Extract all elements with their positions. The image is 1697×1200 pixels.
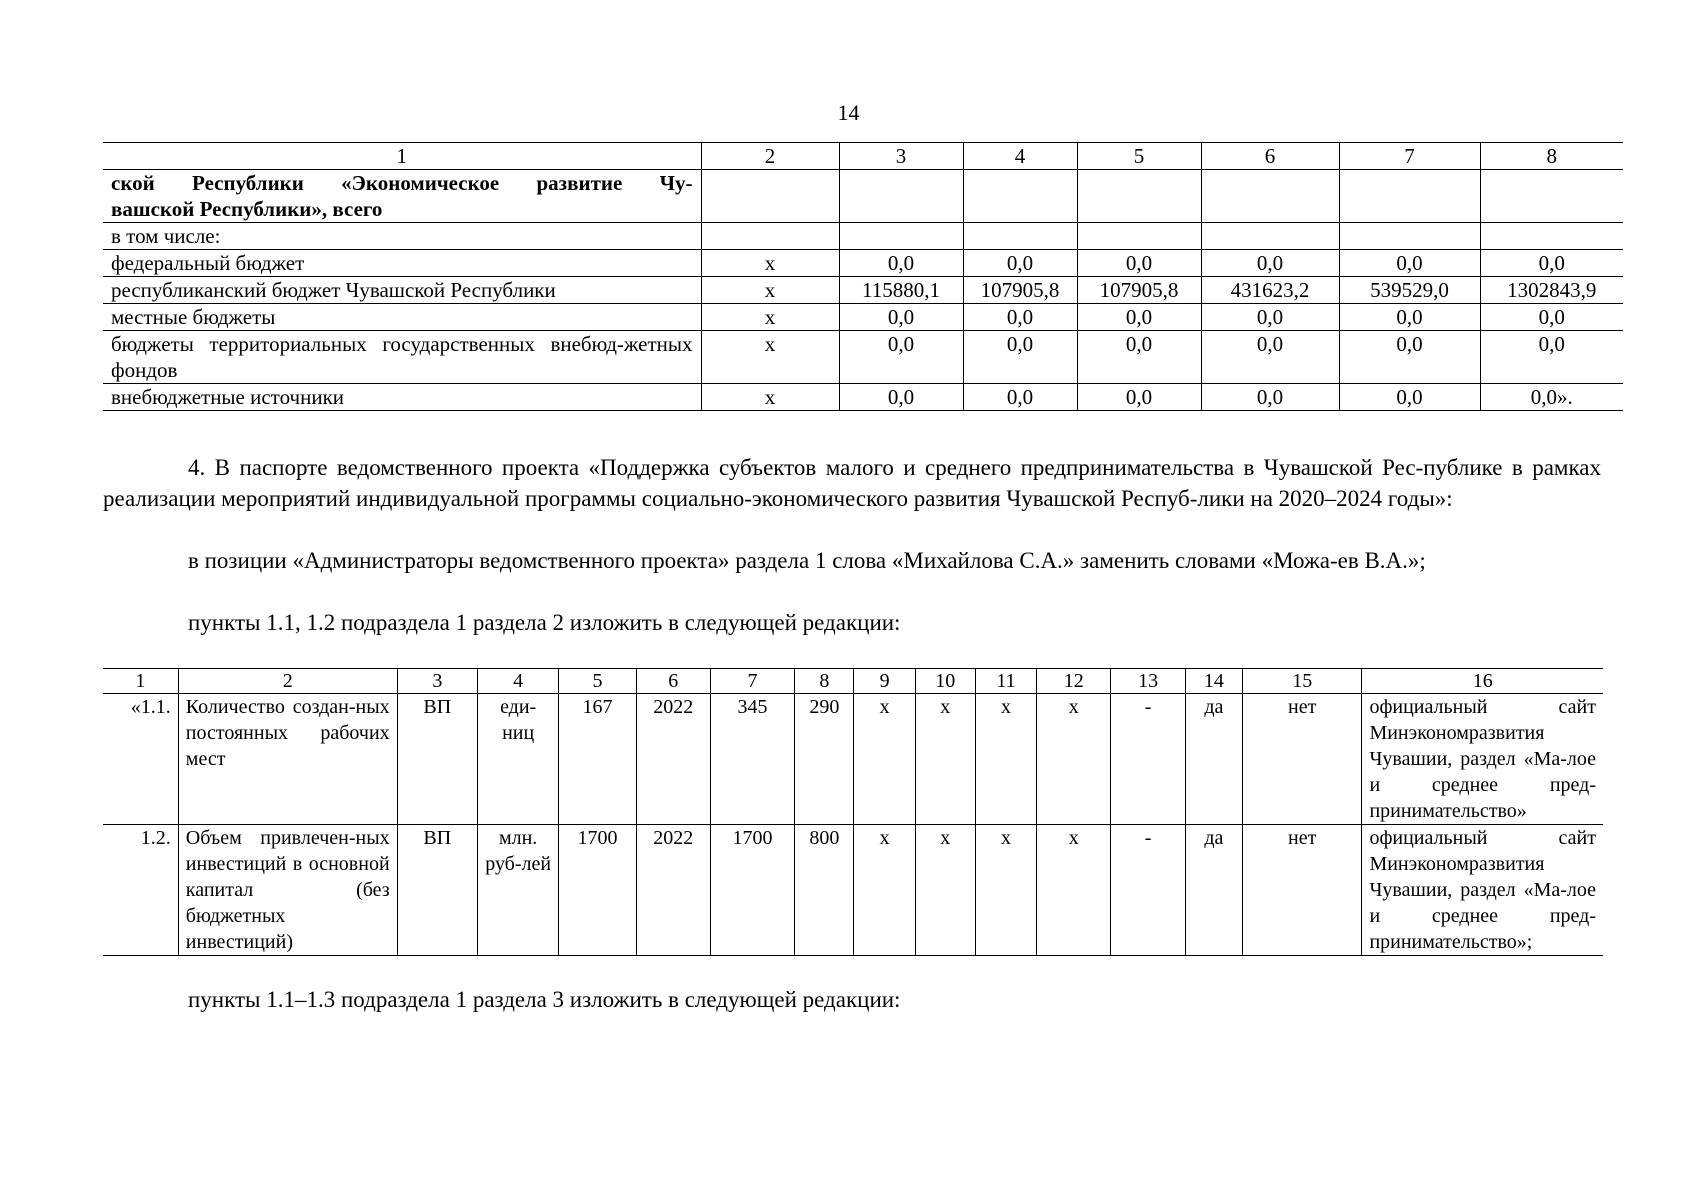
header-cell: 9 bbox=[854, 669, 915, 694]
cell: еди-ниц bbox=[477, 694, 558, 825]
table-row bbox=[103, 331, 1623, 384]
cell: 107905,8 bbox=[1077, 277, 1201, 304]
cell: x bbox=[854, 825, 915, 956]
header-cell: 2 bbox=[178, 669, 397, 694]
header-cell: 12 bbox=[1037, 669, 1111, 694]
cell: 0,0 bbox=[839, 304, 963, 331]
cell: нет bbox=[1242, 825, 1361, 956]
header-cell: 3 bbox=[397, 669, 477, 694]
cell: 0,0 bbox=[1201, 384, 1339, 411]
table-row bbox=[103, 170, 1623, 223]
cell: - bbox=[1111, 694, 1185, 825]
cell: да bbox=[1185, 694, 1242, 825]
total-label-line1: ской Республики «Экономическое развитие Чу- bbox=[111, 171, 693, 195]
row-label: федеральный бюджет bbox=[103, 250, 701, 277]
header-cell: 15 bbox=[1242, 669, 1361, 694]
cell: 0,0 bbox=[839, 331, 963, 384]
header-cell: 7 bbox=[1339, 143, 1480, 170]
table-row bbox=[103, 825, 1603, 956]
cell: x bbox=[1037, 694, 1111, 825]
cell: 1700 bbox=[559, 825, 636, 956]
cell: 539529,0 bbox=[1339, 277, 1480, 304]
cell: 0,0 bbox=[839, 250, 963, 277]
table-row bbox=[103, 304, 1623, 331]
header-cell: 5 bbox=[1077, 143, 1201, 170]
cell: 0,0 bbox=[1077, 331, 1201, 384]
paragraph-administrators: в позиции «Администраторы ведомственного проекта» раздела 1 слова «Михайлова С.А.» заменить словами «Можа-ев В.А.»; bbox=[188, 548, 1426, 573]
cell: x bbox=[701, 250, 839, 277]
cell: 1.2. bbox=[103, 825, 178, 956]
cell: 0,0 bbox=[963, 304, 1077, 331]
cell: x bbox=[915, 825, 975, 956]
cell: 0,0 bbox=[963, 331, 1077, 384]
cell: 0,0 bbox=[1201, 331, 1339, 384]
cell: x bbox=[701, 331, 839, 384]
cell: Объем привлечен-ных инвестиций в основной капитал (без бюджетных инвестиций) bbox=[178, 825, 397, 956]
cell: 0,0 bbox=[1077, 250, 1201, 277]
cell: 0,0 bbox=[1077, 384, 1201, 411]
header-cell: 6 bbox=[636, 669, 710, 694]
cell: 345 bbox=[710, 694, 794, 825]
header-cell: 6 bbox=[1201, 143, 1339, 170]
cell: x bbox=[701, 277, 839, 304]
cell: x bbox=[915, 694, 975, 825]
row-label: бюджеты территориальных государственных внебюд-жетных фондов bbox=[103, 331, 701, 384]
cell: 107905,8 bbox=[963, 277, 1077, 304]
cell: 2022 bbox=[636, 825, 710, 956]
row-label: республиканский бюджет Чувашской Республики bbox=[103, 277, 701, 304]
header-cell: 1 bbox=[103, 669, 178, 694]
cell: да bbox=[1185, 825, 1242, 956]
cell: 431623,2 bbox=[1201, 277, 1339, 304]
header-cell: 1 bbox=[103, 143, 701, 170]
table-row bbox=[103, 277, 1623, 304]
cell: 2022 bbox=[636, 694, 710, 825]
cell: 0,0 bbox=[963, 384, 1077, 411]
cell: 0,0». bbox=[1480, 384, 1623, 411]
cell: 0,0 bbox=[1339, 250, 1480, 277]
cell: 800 bbox=[795, 825, 854, 956]
cell: 0,0 bbox=[963, 250, 1077, 277]
paragraph-section2-intro: пункты 1.1, 1.2 подраздела 1 раздела 2 изложить в следующей редакции: bbox=[188, 610, 901, 635]
header-cell: 8 bbox=[795, 669, 854, 694]
cell: 0,0 bbox=[1339, 304, 1480, 331]
cell: 0,0 bbox=[1339, 384, 1480, 411]
total-label-cell bbox=[103, 170, 701, 223]
cell: 167 bbox=[559, 694, 636, 825]
header-cell: 7 bbox=[710, 669, 794, 694]
cell: ВП bbox=[397, 825, 477, 956]
cell: 1302843,9 bbox=[1480, 277, 1623, 304]
cell: x bbox=[701, 304, 839, 331]
page-number: 14 bbox=[837, 100, 860, 125]
table-row bbox=[103, 223, 1623, 250]
cell: x bbox=[701, 384, 839, 411]
cell: 0,0 bbox=[839, 384, 963, 411]
header-cell: 10 bbox=[915, 669, 975, 694]
cell: 0,0 bbox=[1201, 304, 1339, 331]
table-row bbox=[103, 384, 1623, 411]
total-label-line2: вашской Республики», всего bbox=[111, 197, 383, 221]
header-cell: 5 bbox=[559, 669, 636, 694]
cell: 0,0 bbox=[1077, 304, 1201, 331]
cell: 0,0 bbox=[1480, 250, 1623, 277]
paragraph-4: 4. В паспорте ведомственного проекта «Поддержка субъектов малого и среднего предпринимательства в Чувашской Рес-публике в рамках реализации мероприятий индивидуальной программы социально-экономического развития Чувашской Респуб-лики на 2020–2024 годы»: bbox=[103, 455, 1601, 511]
indicators-table bbox=[103, 668, 1603, 956]
cell: 115880,1 bbox=[839, 277, 963, 304]
cell: 0,0 bbox=[1201, 250, 1339, 277]
cell: млн. руб-лей bbox=[477, 825, 558, 956]
cell: x bbox=[1037, 825, 1111, 956]
cell: 0,0 bbox=[1480, 331, 1623, 384]
row-label: внебюджетные источники bbox=[103, 384, 701, 411]
cell: официальный сайт Минэкономразвития Чувашии, раздел «Ма-лое и среднее пред-принимательство»; bbox=[1362, 825, 1603, 956]
subheading-cell: в том числе: bbox=[103, 223, 701, 250]
cell: «1.1. bbox=[103, 694, 178, 825]
cell: x bbox=[975, 694, 1036, 825]
cell: x bbox=[975, 825, 1036, 956]
header-cell: 11 bbox=[975, 669, 1036, 694]
header-cell: 2 bbox=[701, 143, 839, 170]
header-cell: 4 bbox=[963, 143, 1077, 170]
header-cell: 16 bbox=[1362, 669, 1603, 694]
cell: 0,0 bbox=[1480, 304, 1623, 331]
cell: - bbox=[1111, 825, 1185, 956]
cell: ВП bbox=[397, 694, 477, 825]
table-header-row bbox=[103, 143, 1623, 170]
cell: x bbox=[854, 694, 915, 825]
header-cell: 8 bbox=[1480, 143, 1623, 170]
table-row bbox=[103, 694, 1603, 825]
cell: официальный сайт Минэкономразвития Чувашии, раздел «Ма-лое и среднее пред-принимательство» bbox=[1362, 694, 1603, 825]
header-cell: 4 bbox=[477, 669, 558, 694]
funding-table bbox=[103, 142, 1623, 411]
header-cell: 13 bbox=[1111, 669, 1185, 694]
cell: 1700 bbox=[710, 825, 794, 956]
header-cell: 3 bbox=[839, 143, 963, 170]
paragraph-section3-intro: пункты 1.1–1.3 подраздела 1 раздела 3 изложить в следующей редакции: bbox=[188, 987, 901, 1012]
header-cell: 14 bbox=[1185, 669, 1242, 694]
cell: 0,0 bbox=[1339, 331, 1480, 384]
table-header-row bbox=[103, 669, 1603, 694]
cell: 290 bbox=[795, 694, 854, 825]
cell: Количество создан-ных постоянных рабочих мест bbox=[178, 694, 397, 825]
table-row bbox=[103, 250, 1623, 277]
row-label: местные бюджеты bbox=[103, 304, 701, 331]
cell: нет bbox=[1242, 694, 1361, 825]
